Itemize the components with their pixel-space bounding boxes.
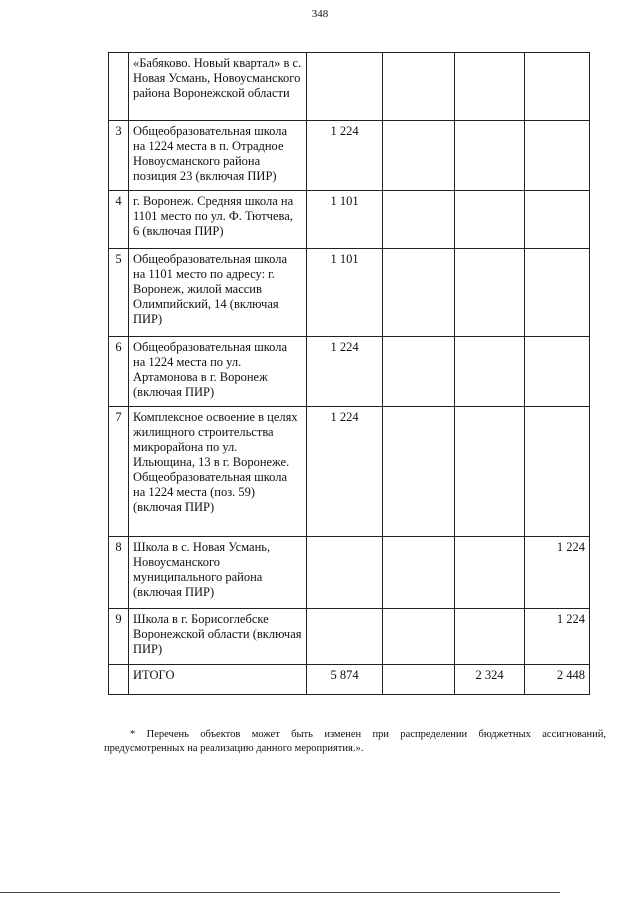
table-row [109,121,590,191]
value-cell-3 [455,537,525,609]
value-cell-1: 1 224 [307,337,383,407]
table-row [109,407,590,537]
value-cell-2 [383,191,455,249]
total-cell-2 [383,665,455,695]
value-cell-2 [383,537,455,609]
value-cell-1: 1 224 [307,121,383,191]
page-number: 348 [311,8,329,20]
value-cell-1 [307,53,383,121]
total-label: ИТОГО [129,665,307,695]
table-row [109,337,590,407]
footnote-text: * Перечень объектов может быть изменен при распределении бюджетных ассигнований, предусмотренных на реализацию данного мероприятия.». [104,729,606,754]
object-name: Школа в с. Новая Усмань, Новоусманского муниципального района (включая ПИР) [129,537,307,609]
row-number [109,53,129,121]
value-cell-2 [383,407,455,537]
value-cell-4 [525,121,590,191]
object-name: Общеобразовательная школа на 1224 места по ул. Артамонова в г. Воронеж (включая ПИР) [129,337,307,407]
row-number: 4 [109,191,129,249]
row-number: 7 [109,407,129,537]
object-name: Комплексное освоение в целях жилищного строительства микрорайона по ул. Ильющина, 13 в г. Воронеже. Общеобразовательная школа на 1224 места (поз. 59) (включая ПИР) [129,407,307,537]
value-cell-2 [383,609,455,665]
value-cell-3 [455,407,525,537]
total-cell-4: 2 448 [525,665,590,695]
total-row [109,665,590,695]
value-cell-1: 1 224 [307,407,383,537]
value-cell-2 [383,121,455,191]
value-cell-3 [455,53,525,121]
value-cell-3 [455,337,525,407]
object-name: Школа в г. Борисоглебске Воронежской области (включая ПИР) [129,609,307,665]
footnote [104,728,606,756]
row-number: 3 [109,121,129,191]
value-cell-3 [455,191,525,249]
value-cell-4: 1 224 [525,537,590,609]
bottom-rule [0,892,560,893]
value-cell-3 [455,121,525,191]
table-row [109,53,590,121]
value-cell-4 [525,337,590,407]
value-cell-3 [455,249,525,337]
value-cell-2 [383,337,455,407]
value-cell-4 [525,249,590,337]
total-number-cell [109,665,129,695]
value-cell-4: 1 224 [525,609,590,665]
value-cell-1: 1 101 [307,191,383,249]
row-number: 6 [109,337,129,407]
row-number: 9 [109,609,129,665]
object-name: Общеобразовательная школа на 1224 места в п. Отрадное Новоусманского района позиция 23 (включая ПИР) [129,121,307,191]
value-cell-1: 1 101 [307,249,383,337]
row-number: 5 [109,249,129,337]
value-cell-3 [455,609,525,665]
value-cell-4 [525,53,590,121]
object-name: «Бабяково. Новый квартал» в с. Новая Усмань, Новоусманского района Воронежской области [129,53,307,121]
objects-table [108,52,590,695]
object-name: г. Воронеж. Средняя школа на 1101 место по ул. Ф. Тютчева, 6 (включая ПИР) [129,191,307,249]
table-row [109,191,590,249]
value-cell-1 [307,537,383,609]
value-cell-1 [307,609,383,665]
value-cell-2 [383,53,455,121]
total-cell-3: 2 324 [455,665,525,695]
table-row [109,249,590,337]
value-cell-4 [525,191,590,249]
object-name: Общеобразовательная школа на 1101 место по адресу: г. Воронеж, жилой массив Олимпийский, 14 (включая ПИР) [129,249,307,337]
table-row [109,609,590,665]
total-cell-1: 5 874 [307,665,383,695]
value-cell-4 [525,407,590,537]
table-row [109,537,590,609]
value-cell-2 [383,249,455,337]
row-number: 8 [109,537,129,609]
